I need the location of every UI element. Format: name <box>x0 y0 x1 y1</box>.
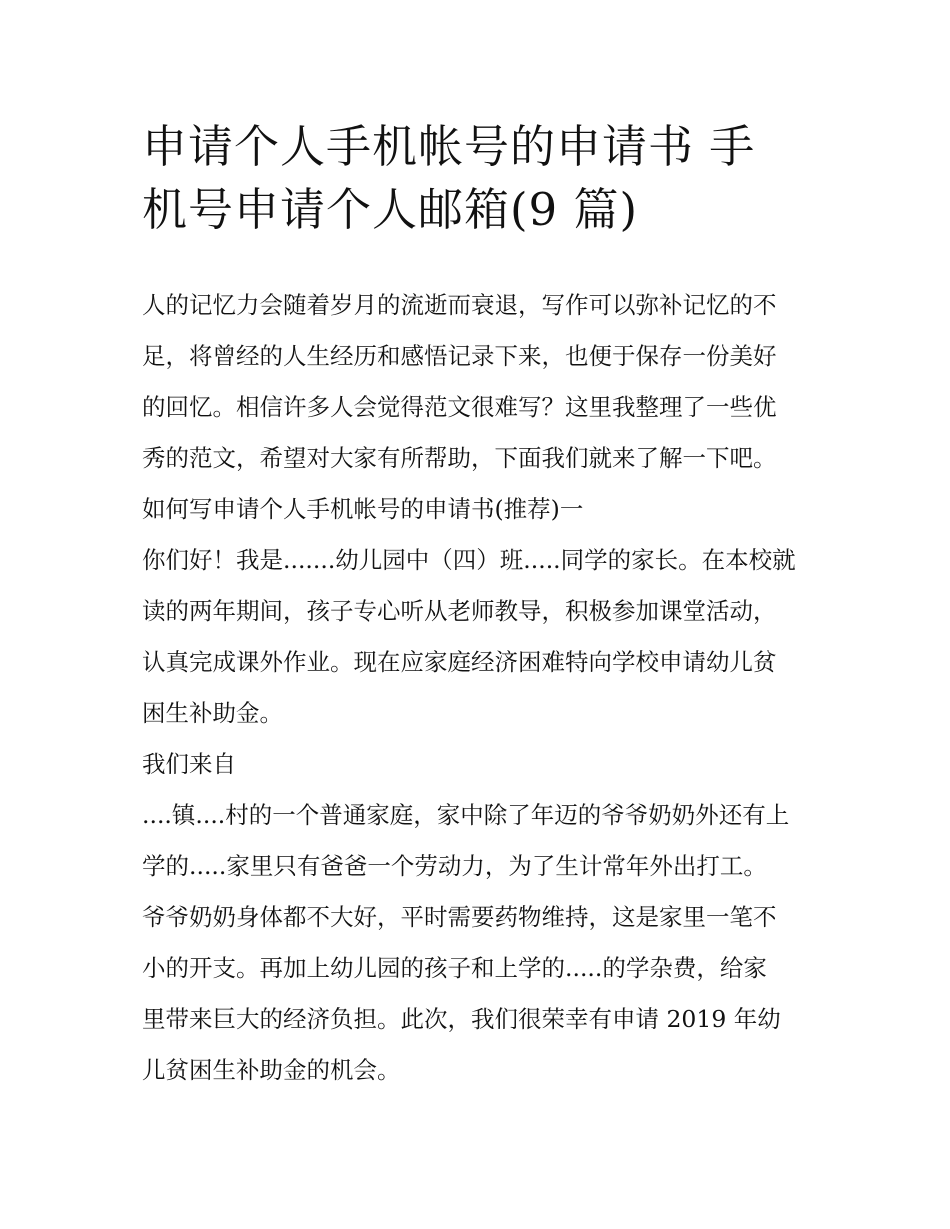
intro-paragraph: 人的记忆力会随着岁月的流逝而衰退，写作可以弥补记忆的不 足，将曾经的人生经历和感悟记录下来，也便于保存一份美好 的回忆。相信许多人会觉得范文很难写？这里我整理了一些优 秀的范文，希望对大家有所帮助，下面我们就来了解一下吧。 <box>142 291 777 472</box>
document-title <box>142 115 822 241</box>
burden-paragraph: 爷爷奶奶身体都不大好，平时需要药物维持，这是家里一笔不 小的开支。再加上幼儿园的孩子和上学的.....的学杂费，给家 里带来巨大的经济负担。此次，我们很荣幸有申请 2019 年幼 儿贫困生补助金的机会。 <box>142 903 781 1084</box>
section-heading: 如何写申请个人手机帐号的申请书(推荐)一 <box>142 495 584 523</box>
title-line-1: 申请个人手机帐号的申请书 手 <box>142 120 756 173</box>
origin-line: 我们来自 <box>142 750 236 778</box>
title-line-2: 机号申请个人邮箱(9 篇) <box>142 183 639 236</box>
family-paragraph: ....镇....村的一个普通家庭，家中除了年迈的爷爷奶奶外还有上 学的.....家里只有爸爸一个劳动力，为了生计常年外出打工。 <box>142 801 790 880</box>
document-body <box>142 280 814 1096</box>
greeting-paragraph: 你们好！我是.......幼儿园中（四）班.....同学的家长。在本校就 读的两年期间，孩子专心听从老师教导，积极参加课堂活动， 认真完成课外作业。现在应家庭经济困难特向学校申请幼儿贫 困生补助金。 <box>142 546 796 727</box>
